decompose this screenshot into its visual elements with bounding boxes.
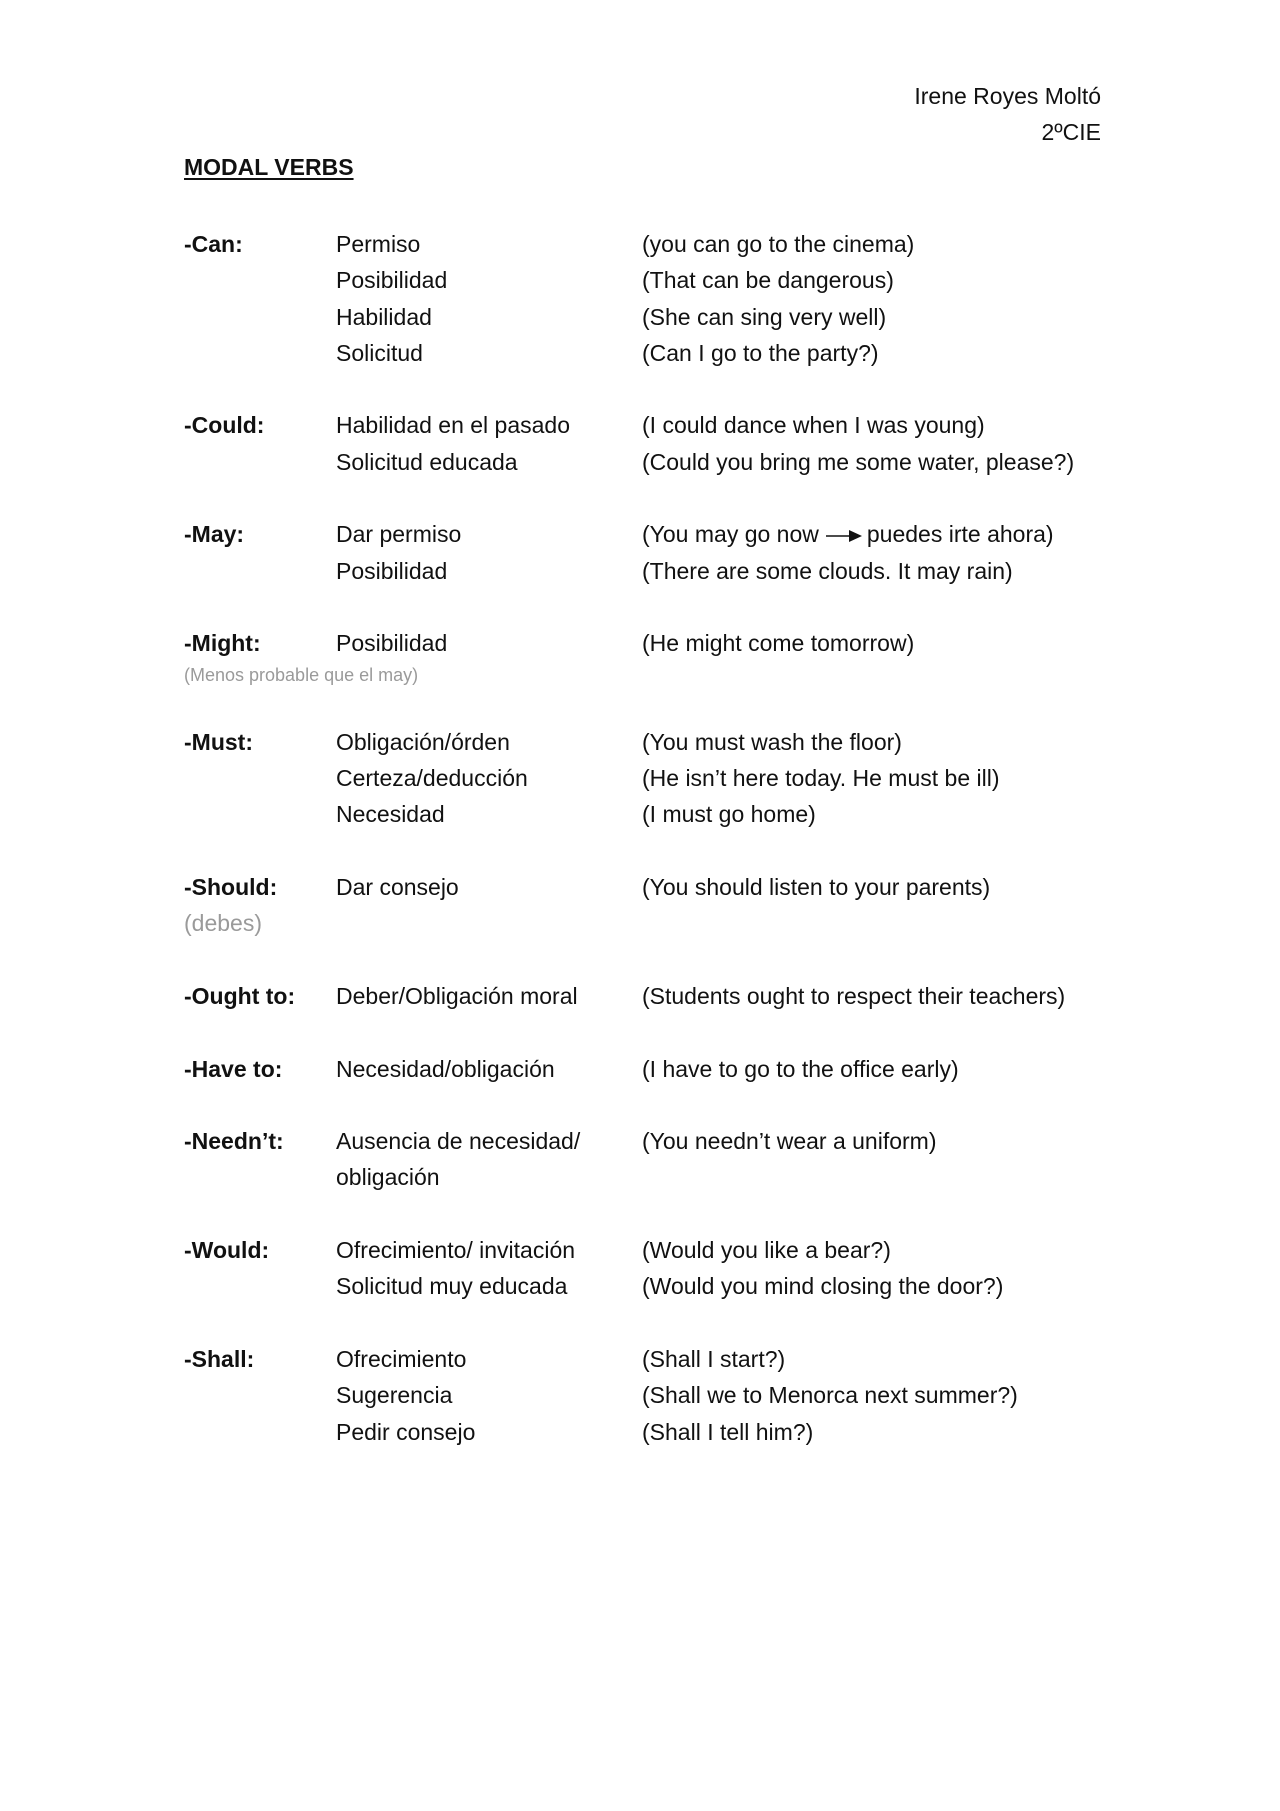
example: (There are some clouds. It may rain)	[642, 557, 1013, 584]
verb-label: -Ought to:	[184, 982, 296, 1009]
meaning: Dar consejo	[336, 874, 459, 901]
entry-would	[184, 1232, 1114, 1305]
meaning: Ofrecimiento/ invitación	[336, 1237, 576, 1264]
page-title: MODAL VERBS	[184, 154, 354, 180]
entry-have-to	[184, 1051, 1114, 1087]
verb-label: -Must:	[184, 728, 253, 755]
meaning: Habilidad en el pasado	[336, 412, 571, 439]
entry-might	[184, 625, 1114, 687]
example: (you can go to the cinema)	[642, 231, 915, 257]
verb-label: -Have to:	[184, 1055, 283, 1082]
meaning: Obligación/órden	[336, 728, 510, 755]
meaning: Pedir consejo	[336, 1418, 476, 1445]
author-name: Irene Royes Moltó	[914, 83, 1101, 109]
verb-label: -Could:	[184, 412, 265, 439]
meaning: Permiso	[336, 231, 421, 257]
modal-verbs-list	[184, 226, 1114, 1486]
entry-neednt	[184, 1123, 1114, 1196]
example: (I have to go to the office early)	[642, 1055, 959, 1082]
verb-label: -Might:	[184, 630, 261, 657]
meaning: obligación	[336, 1164, 440, 1191]
example: (That can be dangerous)	[642, 267, 894, 294]
entry-shall	[184, 1341, 1114, 1450]
verb-label: -Can:	[184, 231, 243, 257]
entry-ought-to	[184, 978, 1114, 1014]
entry-must	[184, 724, 1114, 833]
meaning: Posibilidad	[336, 267, 448, 294]
example	[642, 1159, 1114, 1195]
meaning: Posibilidad	[336, 557, 448, 584]
example: (You needn’t wear a uniform)	[642, 1128, 937, 1155]
example: (Would you mind closing the door?)	[642, 1273, 1004, 1300]
verb-label: -Shall:	[184, 1345, 255, 1372]
example: (Students ought to respect their teachers)	[642, 982, 1066, 1009]
example: (Shall I tell him?)	[642, 1418, 814, 1445]
example: (He isn’t here today. He must be ill)	[642, 765, 1000, 792]
entry-may	[184, 516, 1114, 589]
example: (I must go home)	[642, 801, 816, 828]
meaning: Necesidad/obligación	[336, 1055, 555, 1082]
example: (Could you bring me some water, please?)	[642, 448, 1075, 475]
header	[914, 78, 1101, 150]
example: (You should listen to your parents)	[642, 874, 991, 901]
meaning: Necesidad	[336, 801, 445, 828]
verb-note: (debes)	[184, 910, 262, 937]
example: (Shall we to Menorca next summer?)	[642, 1382, 1018, 1409]
meaning: Solicitud muy educada	[336, 1273, 568, 1300]
example: (He might come tomorrow)	[642, 630, 915, 657]
example-part: puedes irte ahora)	[866, 521, 1054, 548]
meaning: Certeza/deducción	[336, 765, 528, 792]
example-part: (You may go now	[642, 521, 819, 548]
example: (Shall I start?)	[642, 1345, 786, 1372]
example: (I could dance when I was young)	[642, 412, 985, 439]
entry-can	[184, 226, 1114, 371]
meaning: Ausencia de necesidad/	[336, 1128, 581, 1155]
example: (She can sing very well)	[642, 303, 887, 330]
example: (You must wash the floor)	[642, 728, 902, 755]
meaning: Deber/Obligación moral	[336, 982, 578, 1009]
verb-label: -May:	[184, 521, 245, 548]
meaning: Solicitud educada	[336, 448, 518, 475]
verb-label: -Needn’t:	[184, 1128, 284, 1155]
example: (Would you like a bear?)	[642, 1237, 891, 1264]
verb-label: -Would:	[184, 1237, 270, 1264]
entry-should	[184, 869, 1114, 942]
arrow-right-icon	[825, 529, 863, 543]
entry-could	[184, 407, 1114, 480]
verb-note: (Menos probable que el may)	[184, 664, 419, 685]
example	[642, 516, 1114, 552]
meaning: Posibilidad	[336, 630, 448, 657]
verb-label: -Should:	[184, 874, 278, 901]
meaning: Sugerencia	[336, 1382, 453, 1409]
meaning: Ofrecimiento	[336, 1345, 467, 1372]
class-label: 2ºCIE	[1041, 119, 1101, 145]
meaning: Dar permiso	[336, 521, 462, 548]
meaning: Habilidad	[336, 303, 432, 330]
meaning: Solicitud	[336, 339, 423, 366]
example: (Can I go to the party?)	[642, 339, 879, 366]
